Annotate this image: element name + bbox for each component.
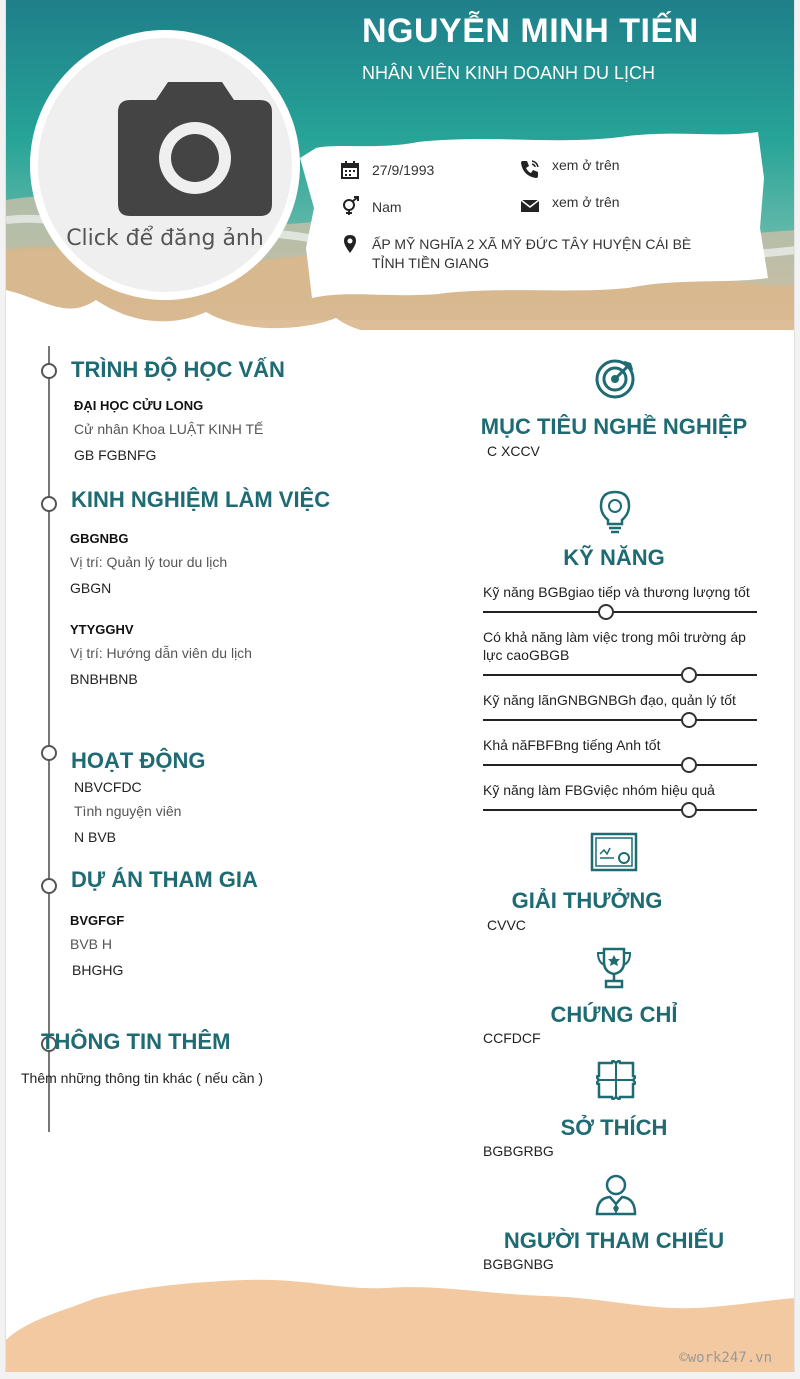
- address: ẤP MỸ NGHĨA 2 XÃ MỸ ĐỨC TÂY HUYỆN CÁI BÈ TỈNH TIỀN GIANG: [372, 236, 692, 271]
- experience-position: Vị trí: Hướng dẫn viên du lịch: [70, 645, 252, 661]
- skill-bar: [483, 809, 757, 811]
- skill-bar: [483, 674, 757, 676]
- skill-label: Kỹ năng BGBgiao tiếp và thương lượng tốt: [483, 584, 750, 600]
- target-icon: [594, 358, 636, 400]
- skill-level-knob: [598, 604, 614, 620]
- references-text: BGBGNBG: [483, 1256, 554, 1272]
- awards-text: CVVC: [487, 917, 526, 933]
- skill-level-knob: [681, 757, 697, 773]
- experience-desc: BNBHBNB: [70, 671, 138, 687]
- skill-level-knob: [681, 712, 697, 728]
- timeline-dot: [41, 878, 57, 894]
- experience-company: YTYGGHV: [70, 622, 134, 637]
- education-note: GB FGBNFG: [74, 447, 157, 463]
- skill-bar: [483, 764, 757, 766]
- timeline-dot: [41, 496, 57, 512]
- more-info-text: Thêm những thông tin khác ( nếu cần ): [21, 1070, 264, 1086]
- timeline-dot: [41, 363, 57, 379]
- phone: xem ở trên: [552, 157, 620, 173]
- projects-role: BVB H: [70, 936, 113, 952]
- references-heading: NGƯỜI THAM CHIẾU: [503, 1228, 725, 1253]
- objective-text: C XCCV: [487, 443, 540, 459]
- education-school: ĐẠI HỌC CỬU LONG: [74, 398, 204, 413]
- birthday: 27/9/1993: [372, 162, 435, 178]
- certificate-award-icon: [590, 832, 638, 874]
- skill-label: Kỹ năng làm FBGviệc nhóm hiệu quả: [483, 782, 715, 798]
- activities-role: Tình nguyện viên: [74, 803, 182, 819]
- hobbies-text: BGBGRBG: [483, 1143, 554, 1159]
- experience-position: Vị trí: Quản lý tour du lịch: [70, 554, 228, 570]
- sand-footer: [6, 1270, 795, 1372]
- lightbulb-icon: [598, 490, 632, 534]
- skill-level-knob: [681, 667, 697, 683]
- email: xem ở trên: [552, 194, 620, 210]
- person-icon: [594, 1172, 638, 1216]
- gender: Nam: [372, 199, 402, 215]
- gender-icon: [340, 196, 360, 216]
- experience-company: GBGNBG: [70, 531, 129, 546]
- envelope-icon: [520, 196, 540, 216]
- calendar-icon: [340, 160, 360, 180]
- camera-icon: [118, 82, 272, 216]
- photo-upload[interactable]: [30, 30, 300, 300]
- timeline-dot: [41, 745, 57, 761]
- phone-icon: [520, 159, 540, 179]
- certificates-text: CCFDCF: [483, 1030, 541, 1046]
- photo-upload-label: Click để đăng ảnh: [66, 226, 264, 251]
- activities-heading: HOẠT ĐỘNG: [71, 748, 206, 773]
- awards-heading: GIẢI THƯỞNG: [511, 888, 663, 913]
- projects-name: BVGFGF: [70, 913, 125, 928]
- skill-level-knob: [681, 802, 697, 818]
- location-pin-icon: [340, 234, 360, 254]
- skill-label: Khả năFBFBng tiếng Anh tốt: [483, 737, 661, 753]
- cv-page: [5, 0, 795, 1372]
- skills-heading: KỸ NĂNG: [563, 545, 665, 570]
- experience-desc: GBGN: [70, 580, 112, 596]
- puzzle-icon: [596, 1060, 636, 1100]
- experience-heading: KINH NGHIỆM LÀM VIỆC: [71, 487, 331, 512]
- education-degree: Cử nhân Khoa LUẬT KINH TẾ: [74, 421, 264, 437]
- watermark: ©work247.vn: [679, 1350, 772, 1366]
- projects-heading: DỰ ÁN THAM GIA: [71, 867, 258, 892]
- objective-heading: MỤC TIÊU NGHỀ NGHIỆP: [480, 414, 748, 439]
- trophy-icon: [596, 946, 632, 990]
- certificates-heading: CHỨNG CHỈ: [550, 1002, 678, 1027]
- projects-desc: BHGHG: [72, 962, 124, 978]
- skill-label: Có khả năng làm việc trong môi trường áp lực caoGBGB: [483, 629, 746, 663]
- more-info-heading: THÔNG TIN THÊM: [41, 1029, 231, 1054]
- skill-label: Kỹ năng lãnGNBGNBGh đạo, quản lý tốt: [483, 692, 736, 708]
- skill-bar: [483, 719, 757, 721]
- full-name: NGUYỄN MINH TIẾN: [362, 12, 699, 50]
- timeline-line: [48, 346, 50, 1132]
- activities-org: NBVCFDC: [74, 779, 142, 795]
- hobbies-heading: SỞ THÍCH: [560, 1115, 668, 1140]
- education-heading: TRÌNH ĐỘ HỌC VẤN: [71, 357, 285, 382]
- job-title: NHÂN VIÊN KINH DOANH DU LỊCH: [362, 63, 656, 83]
- activities-desc: N BVB: [74, 829, 117, 845]
- photo-placeholder[interactable]: [38, 38, 292, 292]
- skill-bar: [483, 611, 757, 613]
